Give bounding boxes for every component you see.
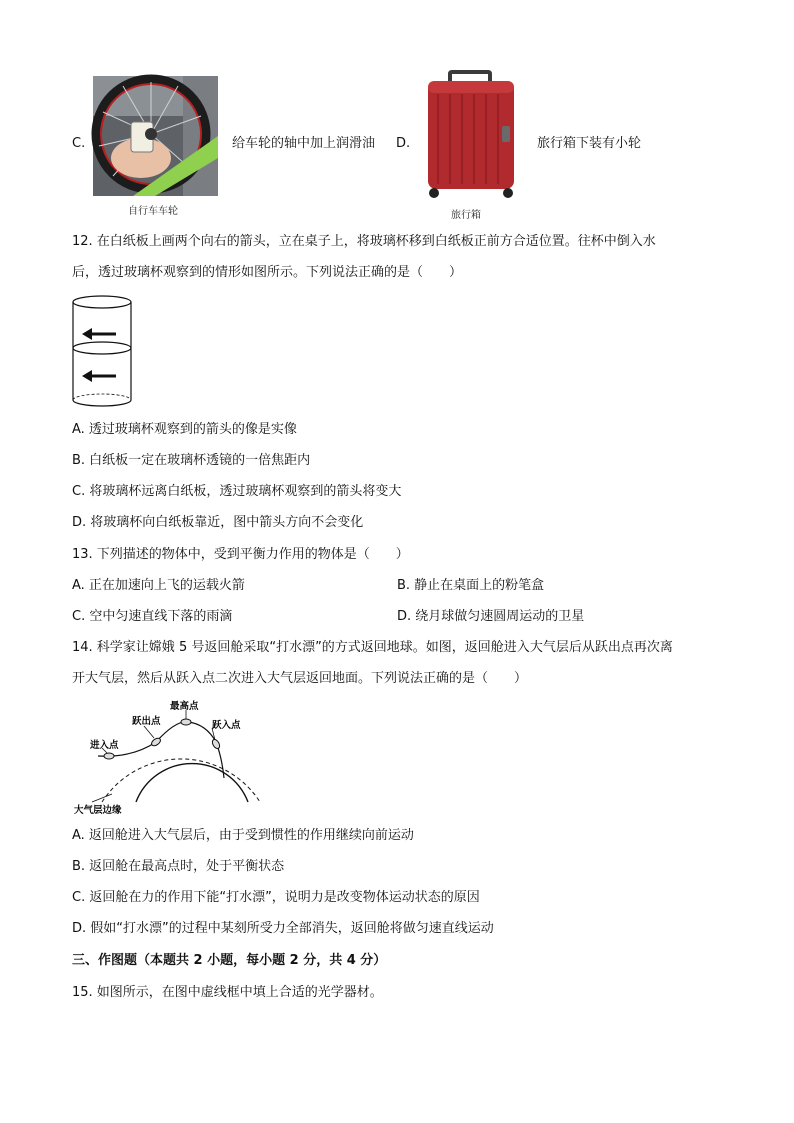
q14-option-b: B. 返回舱在最高点时，处于平衡状态: [72, 859, 285, 874]
q13-stem: 13. 下列描述的物体中，受到平衡力作用的物体是（ ）: [72, 547, 409, 562]
q12-option-b: B. 白纸板一定在玻璃杯透镜的一倍焦距内: [72, 453, 311, 468]
label-entry-point: 进入点: [90, 740, 119, 751]
option-c-caption: 自行车车轮: [128, 206, 178, 217]
skip-reentry-diagram: [72, 698, 272, 816]
suitcase-photo: [424, 72, 518, 200]
q14-stem-line1: 14. 科学家让嫦娥 5 号返回舱采取“打水漂”的方式返回地球。如图，返回舱进入大气层后从跃出点再次离: [72, 640, 673, 655]
q13-option-c: C. 空中匀速直线下落的雨滴: [72, 609, 233, 624]
q13-option-a: A. 正在加速向上飞的运载火箭: [72, 578, 245, 593]
q15-stem: 15. 如图所示，在图中虚线框中填上合适的光学器材。: [72, 985, 383, 1000]
q12-stem-line1: 12. 在白纸板上画两个向右的箭头，立在桌子上，将玻璃杯移到白纸板正前方合适位置。往杯中倒入水: [72, 234, 656, 249]
section-3-title: 三、作图题（本题共 2 小题，每小题 2 分，共 4 分）: [72, 953, 387, 968]
option-c-letter: C.: [72, 136, 86, 151]
arrow-left-icon: [82, 328, 116, 340]
label-reentry-point: 跃入点: [212, 720, 241, 731]
option-d-text: 旅行箱下装有小轮: [537, 136, 642, 151]
q14-option-a: A. 返回舱进入大气层后，由于受到惯性的作用继续向前运动: [72, 828, 414, 843]
bicycle-wheel-photo: [93, 76, 218, 196]
label-exit-point: 跃出点: [132, 716, 161, 727]
option-c-text: 给车轮的轴中加上润滑油: [232, 136, 376, 151]
q14-stem-line2: 开大气层，然后从跃入点二次进入大气层返回地面。下列说法正确的是（ ）: [72, 671, 528, 686]
arrow-left-icon: [82, 370, 116, 382]
q12-stem-line2: 后，透过玻璃杯观察到的情形如图所示。下列说法正确的是（ ）: [72, 265, 463, 280]
q12-option-a: A. 透过玻璃杯观察到的箭头的像是实像: [72, 422, 297, 437]
q13-option-d: D. 绕月球做匀速圆周运动的卫星: [397, 609, 585, 624]
option-d-letter: D.: [396, 136, 411, 151]
option-d-caption: 旅行箱: [451, 210, 481, 221]
q14-option-c: C. 返回舱在力的作用下能“打水漂”，说明力是改变物体运动状态的原因: [72, 890, 480, 905]
label-highest-point: 最高点: [170, 701, 199, 712]
label-atmosphere-edge: 大气层边缘: [74, 805, 122, 816]
glass-cup-figure: [72, 294, 134, 410]
q14-option-d: D. 假如“打水漂”的过程中某刻所受力全部消失，返回舱将做匀速直线运动: [72, 921, 494, 936]
q13-option-b: B. 静止在桌面上的粉笔盒: [397, 578, 545, 593]
q12-option-c: C. 将玻璃杯远离白纸板，透过玻璃杯观察到的箭头将变大: [72, 484, 402, 499]
q12-option-d: D. 将玻璃杯向白纸板靠近，图中箭头方向不会变化: [72, 515, 364, 530]
